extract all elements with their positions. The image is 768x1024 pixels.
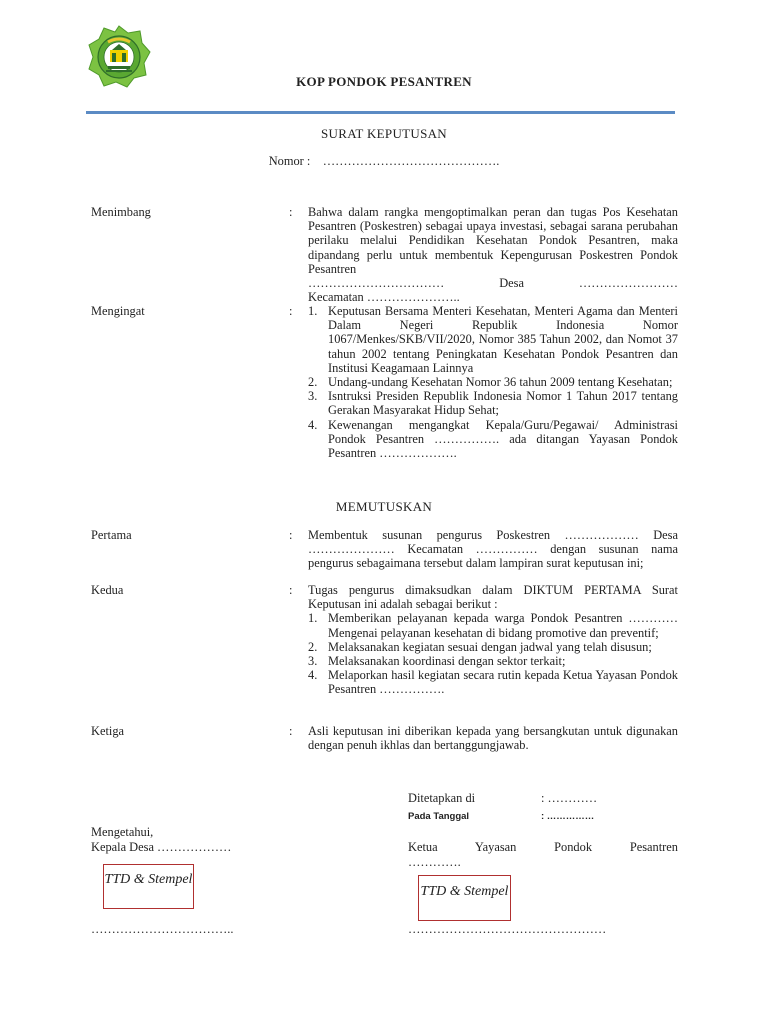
tanggal-value: : ……………: [541, 811, 595, 822]
item-text: Memberikan pelayanan kepada warga Pondok Pesantren ………… Mengenai pelayanan kesehatan di bidang promotive dan preventif;: [328, 611, 678, 640]
kepala-desa-label: Kepala Desa ………………: [91, 840, 232, 854]
item-text: Melaporkan hasil kegiatan secara rutin kepada Ketua Yayasan Pondok Pesantren …………….: [328, 668, 678, 697]
menimbang-text: [308, 205, 678, 304]
ketiga-label: Ketiga: [91, 724, 125, 738]
item-text: Kewenangan mengangkat Kepala/Guru/Pegawai/ Administrasi Pondok Pesantren ……………. ada ditangan Yayasan Pondok Pesantren ……………….: [328, 417, 678, 461]
item-text: Undang-undang Kesehatan Nomor 36 tahun 2009 tentang Kesehatan;: [328, 375, 673, 390]
ditetapkan-label: Ditetapkan di: [408, 791, 476, 805]
item-number: 2.: [308, 639, 318, 654]
signature-line-right: …………………………………………: [408, 922, 607, 936]
ttd-stempel-right: TTD & Stempel: [418, 875, 511, 921]
mengetahui-label: Mengetahui,: [91, 825, 154, 839]
kedua-text: [308, 583, 678, 697]
item-text: Melaksanakan kegiatan sesuai dengan jadwal yang telah disusun;: [328, 639, 652, 654]
pertama-colon: :: [289, 528, 293, 542]
item-text: Isntruksi Presiden Republik Indonesia Nomor 1 Tahun 2017 tentang Gerakan Masyarakat Hidup Sehat;: [328, 389, 678, 418]
list-item: [308, 418, 678, 461]
list-item: [308, 611, 678, 639]
item-number: 4.: [308, 668, 318, 683]
pertama-text: Membentuk susunan pengurus Poskestren ……………… Desa ………………… Kecamatan …………… dengan susunan nama pengurus sebagaimana tersebut dalam lampiran surat keputusan ini;: [308, 528, 678, 571]
ketiga-colon: :: [289, 724, 293, 738]
ketiga-text: Asli keputusan ini diberikan kepada yang bersangkutan untuk digunakan dengan penuh ikhlas dan bertanggungjawab.: [308, 724, 678, 753]
ttd-stempel-left: TTD & Stempel: [103, 864, 194, 909]
list-item: [308, 654, 678, 668]
menimbang-paragraph: Bahwa dalam rangka mengoptimalkan peran dan tugas Pos Kesehatan Pesantren (Poskestren) sebagai upaya investasi, sebagai sarana perubahan perilaku melalui Pendidikan Kesehatan Pondok Pesantren, maka dipandang perlu untuk membentuk Kepengurusan Poskestren Pondok Pesantren: [308, 205, 678, 276]
list-item: [308, 640, 678, 654]
item-text: Keputusan Bersama Menteri Kesehatan, Menteri Agama dan Menteri Dalam Negeri Republik Indonesia Nomor 1067/Menkes/SKB/VII/2020, Nomor 385 Tahun 2002, dan Nomot 37 tahun 2002 tentang Peningkatan Kesehatan Pondok Pesantren dan Institusi Keagamaan Lainnya: [328, 304, 678, 375]
list-item: [308, 375, 678, 389]
header-divider: [86, 111, 675, 114]
item-text: Melaksanakan koordinasi dengan sektor terkait;: [328, 654, 566, 669]
tanggal-label: Pada Tanggal: [408, 811, 470, 822]
kedua-label: Kedua: [91, 583, 124, 597]
item-number: 3.: [308, 389, 318, 404]
item-number: 1.: [308, 304, 318, 318]
kedua-colon: :: [289, 583, 293, 597]
list-item: [308, 304, 678, 375]
menimbang-line-b: Kecamatan …………………..: [308, 290, 460, 305]
mengingat-label: Mengingat: [91, 304, 145, 318]
nomor-label: Nomor :: [268, 154, 311, 168]
item-number: 4.: [308, 417, 318, 432]
menimbang-line-a: …………………………… Desa ……………………: [308, 276, 678, 291]
nomor-line: [0, 154, 768, 169]
document-title: SURAT KEPUTUSAN: [321, 126, 447, 141]
list-item: [308, 389, 678, 417]
ketua-dots: ………….: [408, 855, 461, 869]
item-number: 3.: [308, 654, 318, 669]
item-number: 2.: [308, 375, 318, 390]
menimbang-label: Menimbang: [91, 205, 151, 219]
item-number: 1.: [308, 611, 318, 626]
ketua-yayasan-label: Ketua Yayasan Pondok Pesantren: [408, 840, 678, 854]
pertama-label: Pertama: [91, 528, 132, 542]
ditetapkan-value: : …………: [541, 791, 598, 805]
menimbang-colon: :: [289, 205, 293, 219]
memutuskan-heading: MEMUTUSKAN: [335, 499, 433, 514]
list-item: [308, 668, 678, 696]
kop-title: KOP PONDOK PESANTREN: [296, 74, 472, 89]
signature-line-left: ……………………………..: [91, 922, 234, 936]
mengingat-list: [308, 304, 678, 460]
kedua-intro: Tugas pengurus dimaksudkan dalam DIKTUM PERTAMA Surat Keputusan ini adalah sebagai berikut :: [308, 583, 678, 612]
mengingat-colon: :: [289, 304, 293, 318]
nomor-value: …………………………………….: [322, 154, 500, 168]
